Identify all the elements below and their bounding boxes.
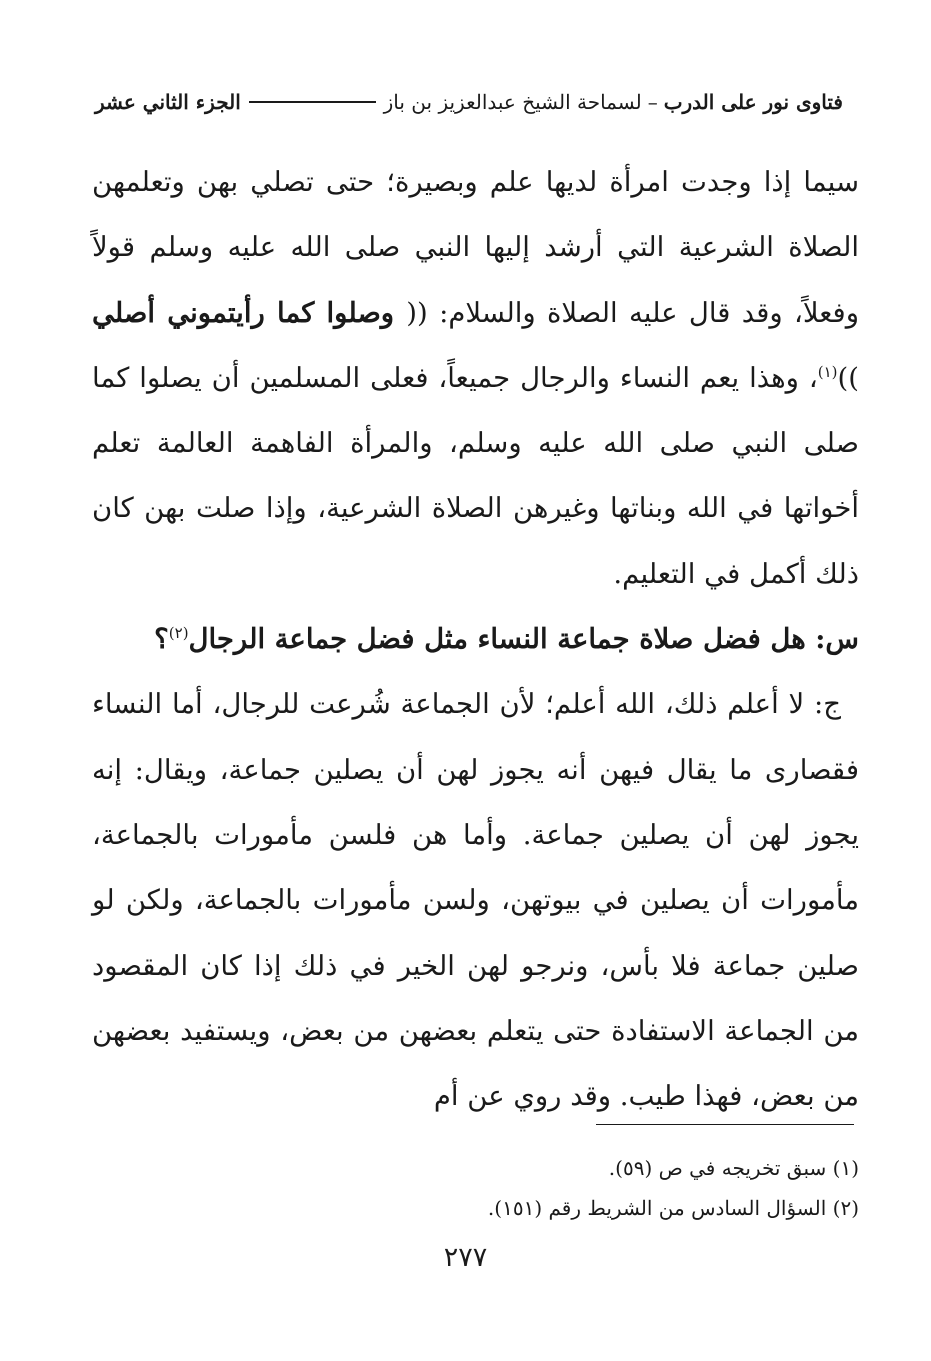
question-mark: ؟ [154, 623, 169, 656]
page-number: ٢٧٧ [443, 1242, 488, 1273]
paragraph-1-end: ، وهذا يعم النساء والرجال جميعاً، فعلى المسلمين أن يصلوا كما صلى النبي صلى الله عليه وسلم، والمرأة الفاهمة العالمة تعلم أخواتها في الله وبناتها وغيرهن الصلاة الشرعية، وإذا صلت بهن كان ذلك أكمل في التعليم. [92, 361, 859, 590]
header-rule [249, 101, 376, 103]
footnote-divider [596, 1124, 854, 1125]
header-book-title: فتاوى نور على الدرب [663, 90, 843, 114]
footnotes [300, 1148, 859, 1228]
running-header [95, 84, 843, 120]
header-volume: الجزء الثاني عشر [95, 90, 241, 114]
header-author: لسماحة الشيخ عبدالعزيز بن باز [383, 90, 642, 114]
footnote-mark-2: (٢) [168, 623, 189, 642]
paragraph-1 [92, 150, 859, 607]
footnote-mark-1: (١) [817, 362, 838, 381]
header-separator: – [647, 90, 658, 114]
question-text: هل فضل صلاة جماعة النساء مثل فضل جماعة الرجال [188, 623, 806, 656]
question-label: س: [805, 623, 859, 656]
main-text [92, 150, 859, 1129]
hadith-close: )) [837, 361, 859, 394]
footnote-2: (٢) السؤال السادس من الشريط رقم (١٥١). [487, 1196, 859, 1220]
footnote-1: (١) سبق تخريجه في ص (٥٩). [608, 1156, 859, 1180]
paragraph-1-start: سيما إذا وجدت امرأة لديها علم وبصيرة؛ حتى تصلي بهن وتعلمهن الصلاة الشرعية التي أرشد إليها النبي صلى الله عليه وسلم قولاً وفعلاً، وقد قال عليه الصلاة والسلام: (( [92, 166, 859, 329]
hadith-quote: وصلوا كما رأيتموني أصلي [92, 296, 407, 329]
question [92, 607, 859, 672]
answer: ج: لا أعلم ذلك، الله أعلم؛ لأن الجماعة شُرعت للرجال، أما النساء فقصارى ما يقال فيهن أنه يجوز لهن أن يصلين جماعة، ويقال: إنه يجوز لهن أن يصلين جماعة. وأما هن فلسن مأمورات بالجماعة، مأمورات أن يصلين في بيوتهن، ولسن مأمورات بالجماعة، ولكن لو صلين جماعة فلا بأس، ونرجو لهن الخير في ذلك إذا كان المقصود من الجماعة الاستفادة حتى يتعلم بعضهن من بعض، ويستفيد بعضهن من بعض، فهذا طيب. وقد روي عن أم [92, 688, 859, 1113]
